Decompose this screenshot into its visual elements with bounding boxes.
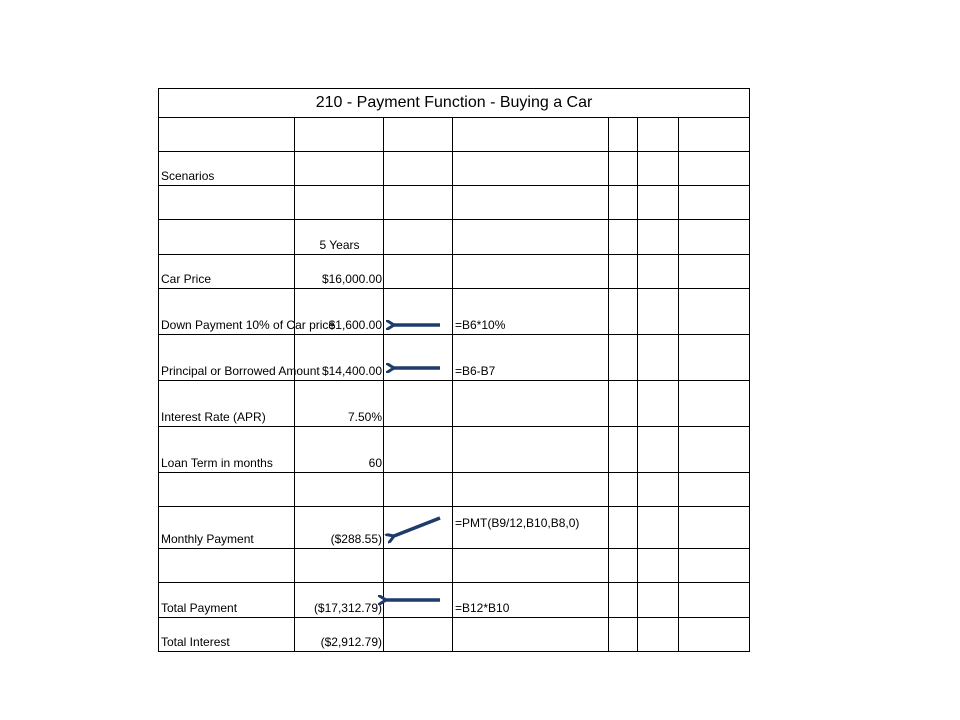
cell: [679, 152, 750, 186]
cell: [384, 220, 453, 255]
row-value: $14,400.00: [295, 335, 384, 381]
cell: [638, 255, 679, 289]
cell: [609, 289, 638, 335]
cell: [295, 118, 384, 152]
row-label: Interest Rate (APR): [159, 381, 295, 427]
cell: [159, 186, 295, 220]
cell: [638, 152, 679, 186]
cell: [384, 186, 453, 220]
empty-row: [159, 186, 750, 220]
cell: [295, 186, 384, 220]
cell: [384, 381, 453, 427]
cell: [384, 583, 453, 618]
cell: [609, 335, 638, 381]
table-row: [159, 335, 750, 381]
cell: [609, 549, 638, 583]
cell: [609, 152, 638, 186]
cell: [384, 289, 453, 335]
cell: [384, 255, 453, 289]
cell: [679, 473, 750, 507]
cell: [384, 618, 453, 652]
cell: [384, 152, 453, 186]
cell: [679, 186, 750, 220]
cell: [638, 427, 679, 473]
cell: [609, 381, 638, 427]
cell: [609, 427, 638, 473]
cell: [638, 618, 679, 652]
cell: [609, 583, 638, 618]
cell: [679, 255, 750, 289]
cell: [638, 289, 679, 335]
cell: [295, 473, 384, 507]
sheet-title: 210 - Payment Function - Buying a Car: [159, 89, 750, 118]
cell: [609, 186, 638, 220]
cell: [384, 427, 453, 473]
cell: [679, 381, 750, 427]
cell: [453, 549, 609, 583]
row-label: Total Interest: [159, 618, 295, 652]
row-formula: =B6*10%: [453, 289, 609, 335]
cell: [638, 220, 679, 255]
cell: [159, 549, 295, 583]
cell: [638, 186, 679, 220]
cell: [384, 335, 453, 381]
cell: [638, 549, 679, 583]
row-formula: =B12*B10: [453, 583, 609, 618]
cell: [609, 507, 638, 549]
cell: [638, 583, 679, 618]
cell: [453, 152, 609, 186]
cell: [453, 427, 609, 473]
row-value: ($288.55): [295, 507, 384, 549]
cell: [609, 618, 638, 652]
cell: [609, 473, 638, 507]
row-value: ($2,912.79): [295, 618, 384, 652]
row-label: Down Payment 10% of Car price: [159, 289, 295, 335]
row-label: Total Payment: [159, 583, 295, 618]
table-row: [159, 152, 750, 186]
cell: [295, 549, 384, 583]
table-row: [159, 618, 750, 652]
row-label: Monthly Payment: [159, 507, 295, 549]
cell: [638, 507, 679, 549]
cell: [453, 220, 609, 255]
table-row: [159, 583, 750, 618]
cell: [679, 549, 750, 583]
cell: [679, 618, 750, 652]
cell: [384, 118, 453, 152]
row-value: 60: [295, 427, 384, 473]
cell: [609, 220, 638, 255]
cell: [609, 255, 638, 289]
cell: [679, 583, 750, 618]
table-row: [159, 255, 750, 289]
cell: [638, 335, 679, 381]
cell: [638, 118, 679, 152]
cell: [453, 618, 609, 652]
empty-row: [159, 118, 750, 152]
cell: [453, 255, 609, 289]
cell: [295, 152, 384, 186]
table-row: [159, 427, 750, 473]
row-label: Principal or Borrowed Amount: [159, 335, 295, 381]
empty-row: [159, 549, 750, 583]
cell: [679, 427, 750, 473]
empty-row: [159, 473, 750, 507]
row-label: Car Price: [159, 255, 295, 289]
table-row: [159, 289, 750, 335]
row-value: ($17,312.79): [295, 583, 384, 618]
cell: [159, 118, 295, 152]
row-formula: =B6-B7: [453, 335, 609, 381]
cell: [638, 473, 679, 507]
cell: [609, 118, 638, 152]
table-row: [159, 381, 750, 427]
table-row: [159, 507, 750, 549]
cell: [159, 473, 295, 507]
row-value: $16,000.00: [295, 255, 384, 289]
scenarios-label: Scenarios: [159, 152, 295, 186]
cell: [679, 289, 750, 335]
term-header: 5 Years: [295, 220, 384, 255]
cell: [453, 381, 609, 427]
cell: [453, 118, 609, 152]
row-value: $1,600.00: [295, 289, 384, 335]
cell: [453, 186, 609, 220]
cell: [679, 507, 750, 549]
cell: [679, 118, 750, 152]
cell: [638, 381, 679, 427]
row-label: Loan Term in months: [159, 427, 295, 473]
spreadsheet-table: [158, 88, 750, 652]
cell: [384, 507, 453, 549]
cell: [384, 473, 453, 507]
table-row: [159, 220, 750, 255]
cell: [159, 220, 295, 255]
row-formula: =PMT(B9/12,B10,B8,0): [453, 507, 609, 549]
cell: [679, 220, 750, 255]
row-value: 7.50%: [295, 381, 384, 427]
cell: [453, 473, 609, 507]
cell: [679, 335, 750, 381]
cell: [384, 549, 453, 583]
